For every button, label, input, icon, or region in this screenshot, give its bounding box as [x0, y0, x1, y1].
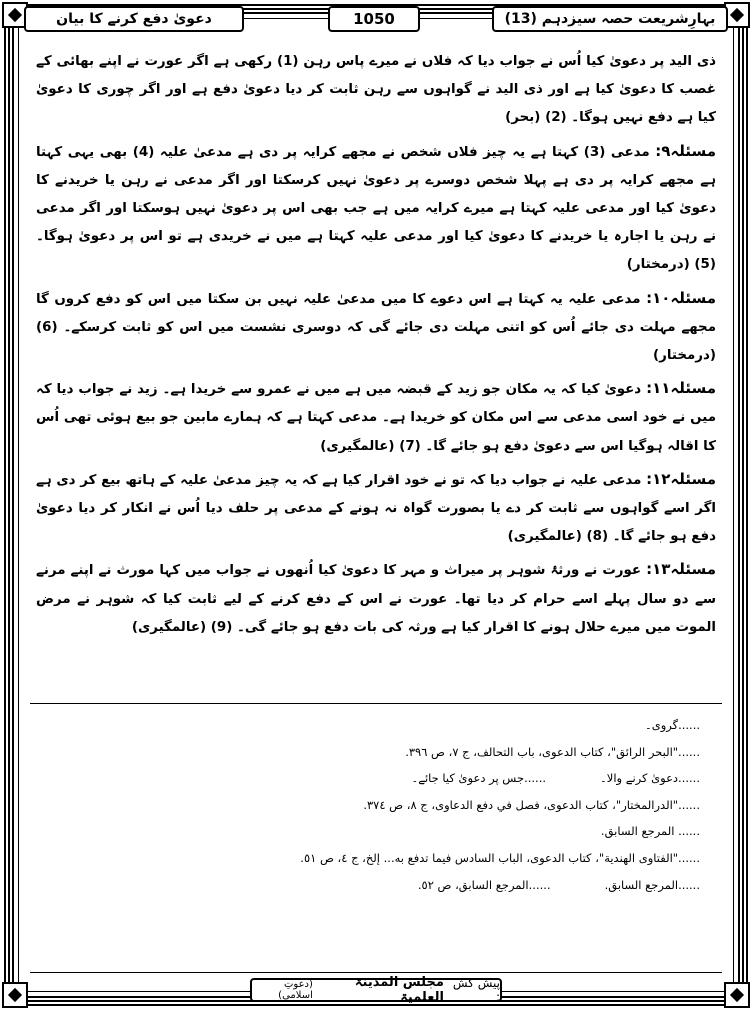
paragraph-text: دعویٰ کیا کہ یہ مکان جو زید کے قبضہ میں ہے میں نے عمرو سے خریدا ہے۔ زید نے جواب دیا کہ میں نے خود اسی مدعی سے اس مکان کو خریدا ہے۔ مدعی کہتا ہے کہ ہمارے مابین جو بیع ہوئی تھی اُس کا اقالہ ہوگیا اس سے دعویٰ دفع ہو جائے گا۔ (7) (عالمگیری)	[36, 382, 716, 454]
main-text	[36, 48, 716, 642]
paragraph-text: عورت نے ورثۂ شوہر پر میراث و مہر کا دعویٰ کیا اُنھوں نے جواب میں کہا مورث نے اپنے مرنے سے دو سال پہلے اسے حرام کر دیا تھا۔ عورت نے اس کے دفع کرنے کے لیے ثابت کیا کہ شوہر نے مرض الموت میں میرے حلال ہونے کا اقرار کیا ہے ورثہ کی بات دفع ہو جائے گی۔ (9) (عالمگیری)	[36, 563, 716, 635]
footer-subtitle: (دعوتِ اسلامی)	[278, 979, 313, 1001]
paragraph	[36, 48, 716, 133]
paragraph-text: مدعی علیہ نے جواب دیا کہ تو نے خود اقرار کیا ہے کہ یہ چیز مدعیٰ علیہ کے ہاتھ بیع کر دی ہے اگر اسے گواہوں سے ثابت کر دے یا بصورت گواہ نہ ہونے کے مدعی پر حلف دیا اُس نے انکار کر دیا دعویٰ دفع ہو جائے گا۔ (8) (عالمگیری)	[36, 472, 716, 545]
masala-paragraph	[36, 284, 716, 371]
footnote-7: ......"الفتاوى الهندية"، كتاب الدعوى، الباب السادس فيما تدفع به... إلخ، ج ٤، ص ٥١.	[300, 850, 700, 865]
masala-paragraph	[36, 374, 716, 461]
masala-label: مسئلہ۹:	[655, 141, 716, 160]
footnote-4: ......جس پر دعویٰ کیا جائے۔	[411, 771, 547, 786]
paragraph-text: ذی الید پر دعویٰ کیا اُس نے جواب دیا کہ فلاں نے میرے پاس رہن (1) رکھی ہے اگر عورت نے اپنے بھائی کے غصب کا دعویٰ کیا ہے اور ذی الید نے گواہوں سے رہن ثابت کر دیا دعویٰ دفع ہے اور اگر چوری کا دعویٰ کیا ہے دفع نہیں ہوگا۔ (2) (بحر)	[36, 54, 716, 126]
masala-label: مسئلہ۱۲:	[646, 469, 716, 488]
paragraph-text: مدعی علیہ یہ کہتا ہے اس دعوے کا میں مدعیٰ علیہ نہیں بن سکتا میں اس کو دفع کروں گا مجھے مہلت دی جائے اُس کو اتنی مہلت دی جائے گی کہ دوسری نشست میں اس کو ثابت کرسکے۔ (6) (درمختار)	[36, 291, 716, 364]
masala-paragraph	[36, 465, 716, 552]
masala-paragraph	[36, 555, 716, 642]
masala-paragraph	[36, 137, 716, 280]
footnote-6: ...... المرجع السابق.	[600, 824, 700, 839]
footnote-1: ......گروی۔	[644, 718, 700, 732]
footnote-row-3-4	[60, 765, 700, 792]
corner-ornament	[2, 982, 28, 1008]
footnotes	[60, 712, 700, 898]
footnote-divider	[30, 703, 722, 704]
footnote-row-8-9	[60, 872, 700, 899]
footer-organization: مجلس المدینۃ العلمیۃ	[354, 975, 444, 1005]
corner-ornament	[724, 982, 750, 1008]
footnote-3: ......دعویٰ کرنے والا۔	[600, 771, 700, 786]
publisher-footer	[250, 975, 502, 1005]
masala-label: مسئلہ۱۰:	[646, 288, 716, 307]
page-number: 1050	[328, 6, 420, 32]
chapter-title: دعویٰ دفع کرنے کا بیان	[24, 6, 244, 32]
masala-label: مسئلہ۱۳:	[646, 560, 716, 579]
masala-label: مسئلہ۱۱:	[646, 379, 716, 398]
footer-divider	[30, 972, 722, 973]
footnote-5: ......"الدرالمختار"، كتاب الدعوى، فصل في دفع الدعاوى، ج ٨، ص ٣٧٤.	[363, 797, 700, 812]
footnote-2: ......"البحر الرائق"، كتاب الدعوى، باب التحالف، ج ٧، ص ٣٩٦.	[405, 744, 700, 759]
footnote-8: ......المرجع السابق.	[604, 877, 700, 892]
footnote-9: ......المرجع السابق، ص ٥٢.	[417, 877, 551, 892]
running-title: بہارِشریعت حصہ سیزدہم (13)	[492, 6, 728, 32]
paragraph-text: مدعی (3) کہتا ہے یہ چیز فلاں شخص نے مجھے کرایہ پر دی ہے مدعیٰ علیہ (4) بھی یہی کہتا ہے مجھے کرایہ پر دی ہے پہلا شخص دوسرے پر دعویٰ نہیں کرسکتا اور اگر مدعی نے رہن یا خریدنے کا دعویٰ کیا اور مدعی علیہ کہتا ہے میرے کرایہ میں ہے جب بھی اس پر دعویٰ نہیں ہوسکتا اور اگر مدعی نے رہن یا اجارہ یا خریدنے کا دعویٰ کیا اور مدعی علیہ کہتا ہے میں نے خریدی ہے تو اس پر دعویٰ ہوگا۔ (5) (درمختار)	[36, 144, 716, 273]
footer-presented-by: پیش کش :	[452, 976, 500, 1004]
